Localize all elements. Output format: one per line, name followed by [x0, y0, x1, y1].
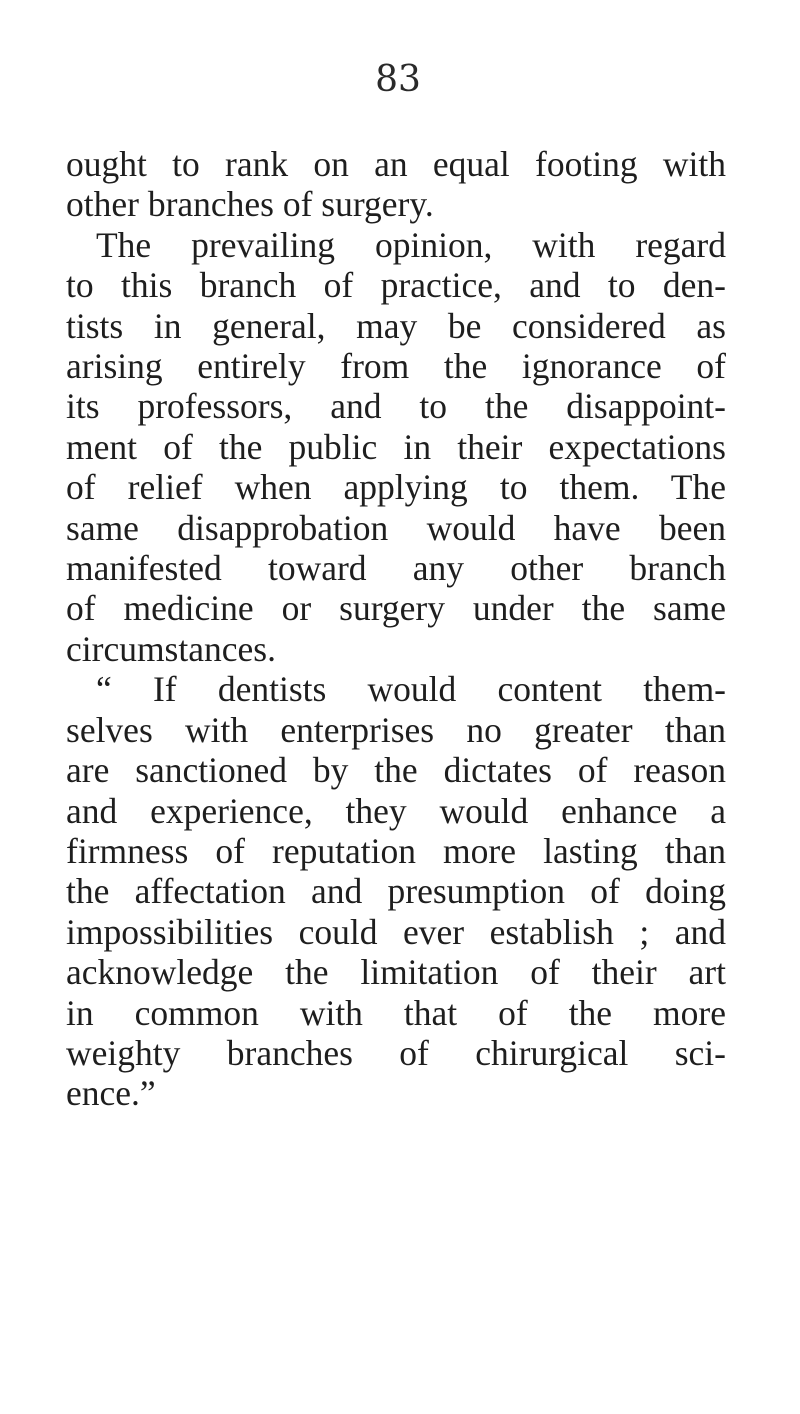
text-line: ment of the public in their expectations [66, 426, 726, 467]
text-line: weighty branches of chirurgical sci- [66, 1032, 726, 1073]
text-line: selves with enterprises no greater than [66, 709, 726, 750]
text-line: the affectation and presumption of doing [66, 871, 726, 912]
text-line: to this branch of practice, and to den- [66, 265, 726, 306]
text-line: ought to rank on an equal footing with [66, 144, 726, 184]
text-line: arising entirely from the ignorance of [66, 346, 726, 387]
page-number: 83 [375, 59, 421, 100]
text-line: The prevailing opinion, with regard [96, 224, 726, 265]
text-line: impossibilities could ever establish ; and [66, 911, 726, 952]
text-line: and experience, they would enhance a [66, 790, 726, 831]
text-line: of relief when applying to them. The [66, 467, 726, 508]
text-line: in common with that of the more [66, 992, 726, 1033]
text-line: of medicine or surgery under the same [66, 588, 726, 629]
text-line: same disapprobation would have been [66, 507, 726, 548]
body-text [66, 144, 726, 1114]
text-line: ence.” [66, 1073, 156, 1114]
text-line: firmness of reputation more lasting than [66, 830, 726, 871]
text-line: circumstances. [66, 628, 276, 669]
text-line: acknowledge the limitation of their art [66, 952, 726, 993]
text-line: other branches of surgery. [66, 184, 434, 225]
text-line: are sanctioned by the dictates of reason [66, 750, 726, 791]
text-line: “ If dentists would content them- [96, 669, 726, 710]
text-line: tists in general, may be considered as [66, 305, 726, 346]
text-line: its professors, and to the disappoint- [66, 386, 726, 427]
text-line: manifested toward any other branch [66, 548, 726, 589]
